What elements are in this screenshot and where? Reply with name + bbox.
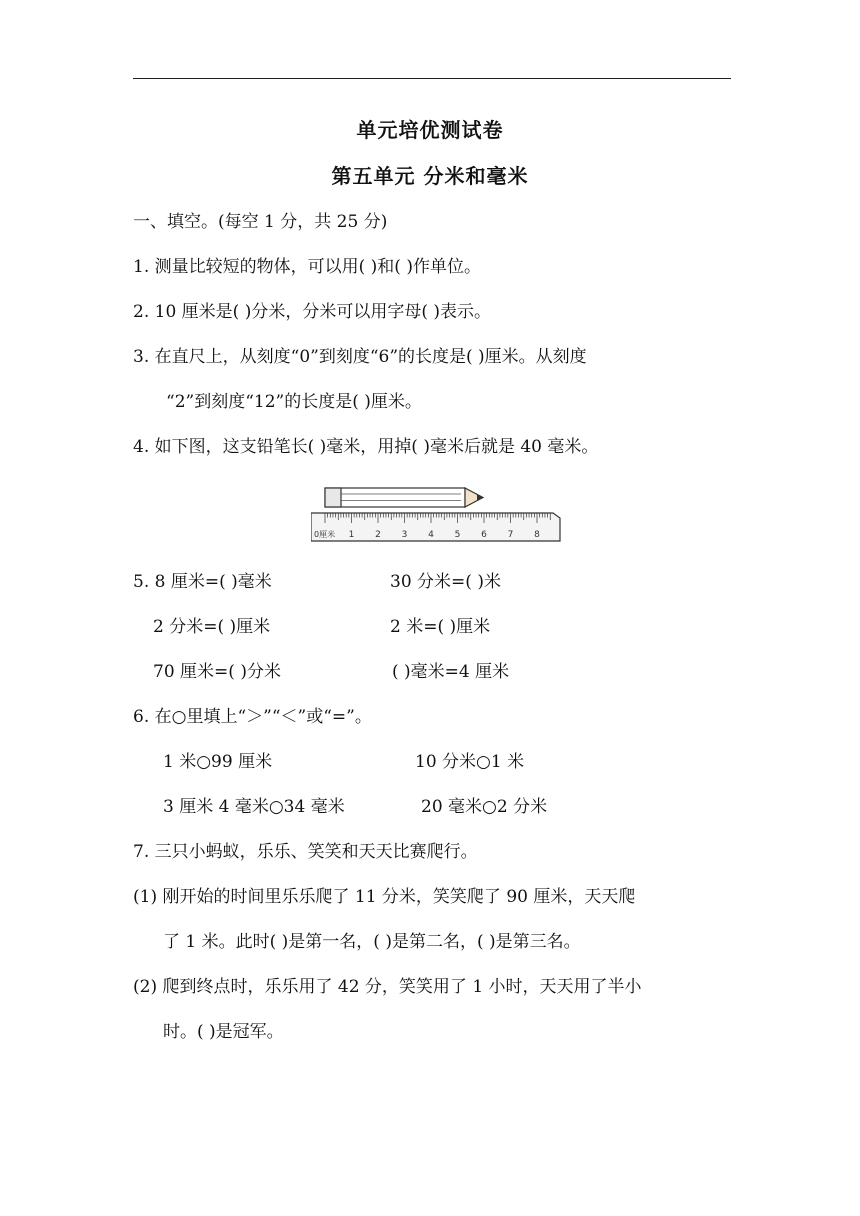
question-6-c: 3 厘米 4 毫米○34 毫米: [163, 797, 345, 817]
ruler-number: 6: [481, 530, 487, 540]
question-5-row-2-a: 2 分米=( )厘米: [153, 617, 271, 637]
page-title: 单元培优测试卷: [356, 118, 504, 142]
question-3-line-1: 3. 在直尺上，从刻度“0”到刻度“6”的长度是( )厘米。从刻度: [133, 347, 587, 367]
question-5-row-1-a: 5. 8 厘米=( )毫米: [133, 572, 272, 592]
question-7-part-2-line-2: 时。( )是冠军。: [163, 1022, 284, 1042]
pencil-ruler-figure: [311, 484, 563, 546]
question-5-row-1-b: 30 分米=( )米: [390, 572, 501, 592]
pencil-icon: [325, 488, 483, 507]
question-7-part-2-line-1: (2) 爬到终点时，乐乐用了 42 分，笑笑用了 1 小时，天天用了半小: [133, 977, 642, 997]
ruler-number: 7: [507, 530, 514, 540]
section-heading: 一、填空。(每空 1 分，共 25 分): [133, 212, 388, 232]
question-4: 4. 如下图，这支铅笔长( )毫米，用掉( )毫米后就是 40 毫米。: [133, 437, 599, 457]
question-1: 1. 测量比较短的物体，可以用( )和( )作单位。: [133, 257, 481, 277]
question-6-stem: 6. 在○里填上“＞”“＜”或“=”。: [133, 707, 372, 727]
question-6-d: 20 毫米○2 分米: [421, 797, 548, 817]
ruler-number: 1: [348, 530, 355, 540]
question-6-a: 1 米○99 厘米: [163, 752, 273, 772]
ruler: [311, 513, 560, 541]
ruler-number: 4: [428, 530, 434, 540]
header-rule: [133, 78, 731, 79]
ruler-number: 8: [534, 530, 540, 540]
question-7-stem: 7. 三只小蚂蚁，乐乐、笑笑和天天比赛爬行。: [133, 842, 478, 862]
ruler-number: 5: [454, 530, 461, 540]
unit-subtitle: 第五单元 分米和毫米: [331, 164, 529, 188]
question-5-row-3-b: ( )毫米=4 厘米: [392, 662, 510, 682]
question-5-row-2-b: 2 米=( )厘米: [390, 617, 491, 637]
question-7-part-1-line-1: (1) 刚开始的时间里乐乐爬了 11 分米，笑笑爬了 90 厘米，天天爬: [133, 887, 636, 907]
question-3-line-2: “2”到刻度“12”的长度是( )厘米。: [166, 392, 422, 412]
ruler-number: 3: [401, 530, 408, 540]
question-6-b: 10 分米○1 米: [415, 752, 525, 772]
ruler-number: 2: [375, 530, 381, 540]
question-2: 2. 10 厘米是( )分米，分米可以用字母( )表示。: [133, 302, 491, 322]
question-5-row-3-a: 70 厘米=( )分米: [153, 662, 281, 682]
question-7-part-1-line-2: 了 1 米。此时( )是第一名，( )是第二名，( )是第三名。: [163, 932, 581, 952]
ruler-zero-label: 0厘米: [314, 530, 336, 539]
